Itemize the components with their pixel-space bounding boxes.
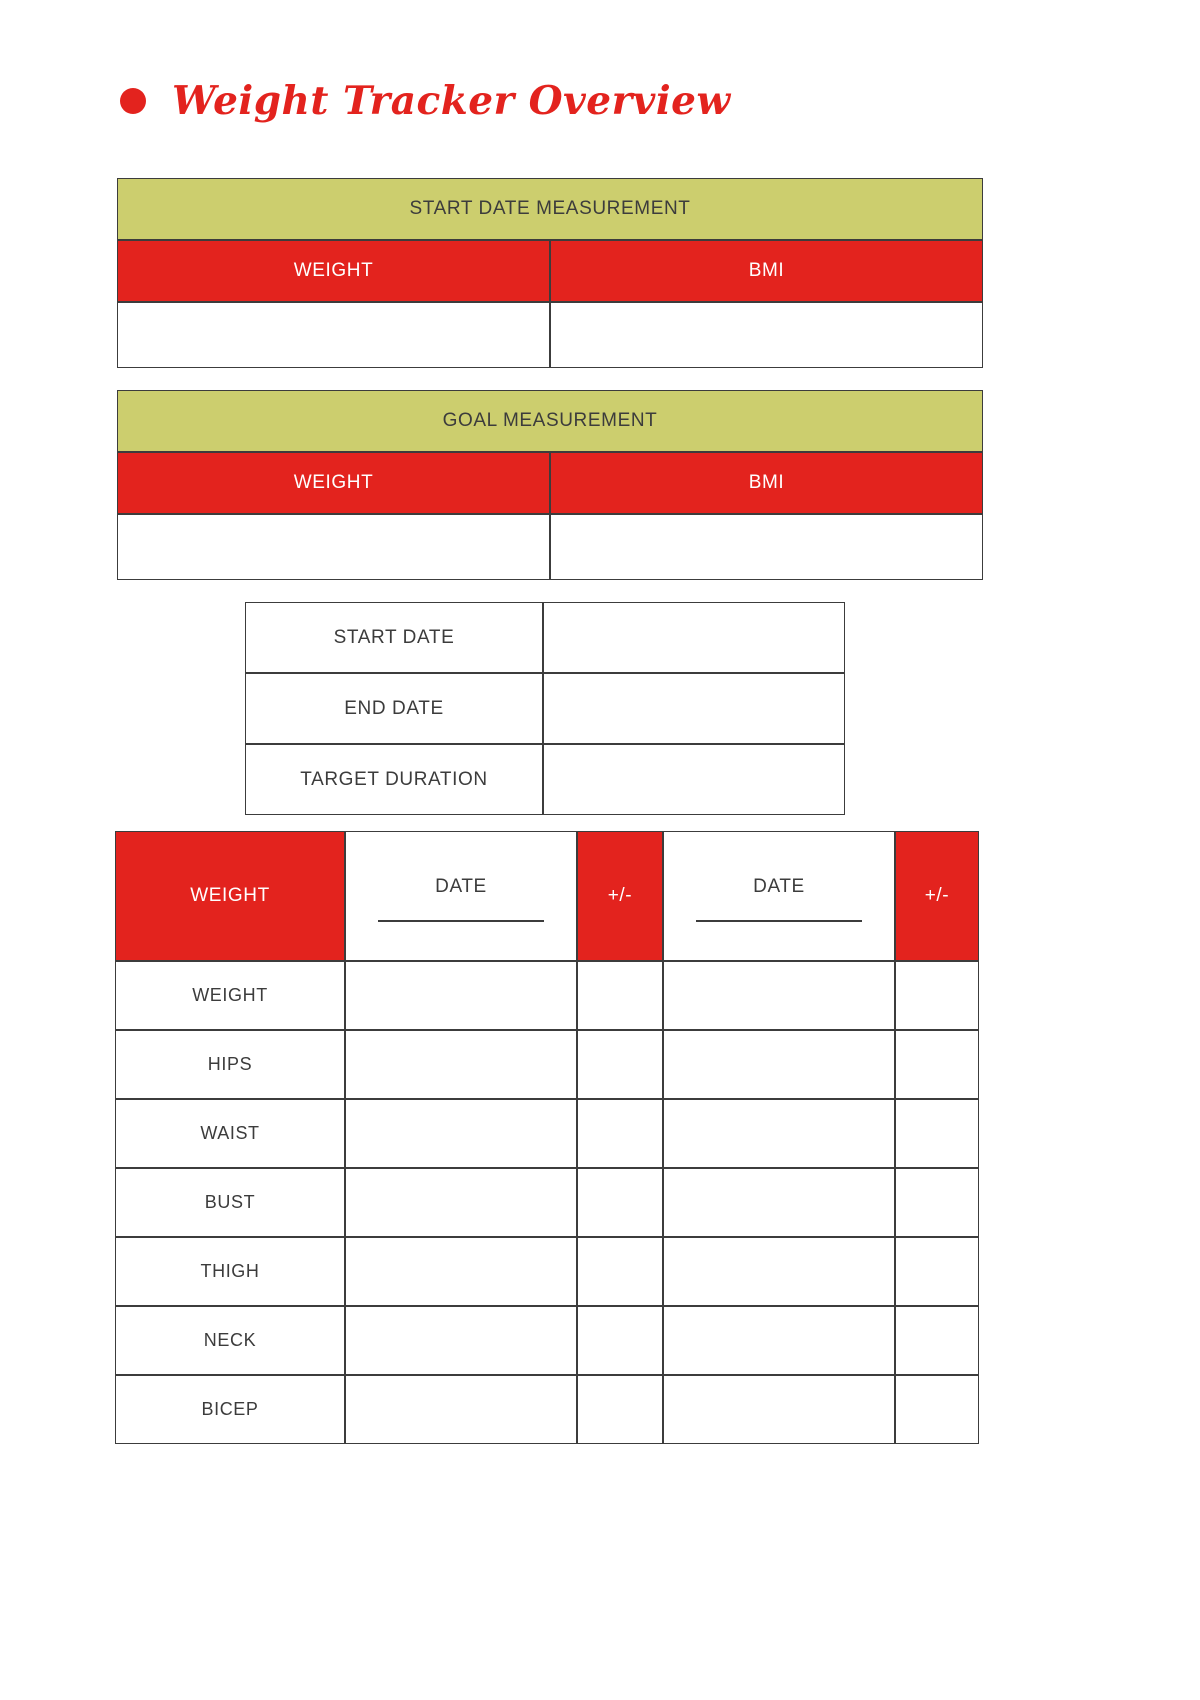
tracker-row-label: HIPS <box>115 1030 345 1099</box>
start-measurement-col-bmi: BMI <box>550 240 983 302</box>
goal-measurement-col-bmi: BMI <box>550 452 983 514</box>
tracker-cell-date1[interactable] <box>345 1375 577 1444</box>
table-row <box>245 673 845 744</box>
start-measurement-value-row <box>117 302 983 368</box>
tracker-cell-date2[interactable] <box>663 1168 895 1237</box>
start-measurement-bmi-field[interactable] <box>550 302 983 368</box>
table-row <box>115 1237 979 1306</box>
tracker-header-row <box>115 831 979 961</box>
table-row <box>115 961 979 1030</box>
target-duration-label: TARGET DURATION <box>245 744 543 815</box>
end-date-label: END DATE <box>245 673 543 744</box>
tracker-cell-delta2[interactable] <box>895 1306 979 1375</box>
page-title <box>120 78 731 124</box>
tracker-header-date-2-input-line[interactable] <box>696 920 862 922</box>
tracker-header-weight: WEIGHT <box>115 831 345 961</box>
tracker-cell-delta1[interactable] <box>577 1306 663 1375</box>
tracker-cell-date1[interactable] <box>345 1237 577 1306</box>
tracker-cell-date2[interactable] <box>663 1099 895 1168</box>
tracker-header-date-2-label: DATE <box>753 876 805 897</box>
goal-measurement-value-row <box>117 514 983 580</box>
tracker-row-label: WAIST <box>115 1099 345 1168</box>
tracker-cell-delta2[interactable] <box>895 1375 979 1444</box>
start-measurement-col-weight: WEIGHT <box>117 240 550 302</box>
tracker-header-date-1-input-line[interactable] <box>378 920 544 922</box>
tracker-header-date-1[interactable] <box>345 831 577 961</box>
tracker-cell-delta1[interactable] <box>577 1099 663 1168</box>
tracker-cell-date1[interactable] <box>345 1030 577 1099</box>
goal-measurement-bmi-field[interactable] <box>550 514 983 580</box>
start-measurement-weight-field[interactable] <box>117 302 550 368</box>
tracker-cell-delta1[interactable] <box>577 1237 663 1306</box>
tracker-cell-date2[interactable] <box>663 1237 895 1306</box>
tracker-row-label: BUST <box>115 1168 345 1237</box>
tracker-cell-delta2[interactable] <box>895 1237 979 1306</box>
tracker-cell-delta2[interactable] <box>895 1168 979 1237</box>
goal-measurement-weight-field[interactable] <box>117 514 550 580</box>
goal-measurement-table <box>117 390 983 580</box>
tracker-header-delta-1: +/- <box>577 831 663 961</box>
goal-measurement-header-row <box>117 452 983 514</box>
table-row <box>115 1030 979 1099</box>
tracker-cell-date1[interactable] <box>345 1099 577 1168</box>
tracker-cell-delta1[interactable] <box>577 961 663 1030</box>
tracker-row-label: NECK <box>115 1306 345 1375</box>
bullet-dot-icon <box>120 88 146 114</box>
start-date-field[interactable] <box>543 602 845 673</box>
start-date-measurement-table <box>117 178 983 368</box>
tracker-cell-date2[interactable] <box>663 1306 895 1375</box>
start-measurement-band: START DATE MEASUREMENT <box>117 178 983 240</box>
target-duration-field[interactable] <box>543 744 845 815</box>
table-row <box>245 602 845 673</box>
table-row <box>115 1168 979 1237</box>
tracker-cell-date2[interactable] <box>663 1030 895 1099</box>
tracker-cell-delta1[interactable] <box>577 1030 663 1099</box>
tracker-header-date-1-label: DATE <box>435 876 487 897</box>
tracker-cell-delta2[interactable] <box>895 961 979 1030</box>
tracker-cell-date2[interactable] <box>663 1375 895 1444</box>
tracker-row-label: WEIGHT <box>115 961 345 1030</box>
table-row <box>245 744 845 815</box>
tracker-row-label: BICEP <box>115 1375 345 1444</box>
table-row <box>115 1099 979 1168</box>
tracker-header-date-2[interactable] <box>663 831 895 961</box>
dates-table <box>245 602 845 815</box>
tracker-header-delta-2: +/- <box>895 831 979 961</box>
tracker-cell-delta1[interactable] <box>577 1375 663 1444</box>
tracker-cell-date2[interactable] <box>663 961 895 1030</box>
table-row <box>115 1306 979 1375</box>
start-measurement-header-row <box>117 240 983 302</box>
tracker-cell-date1[interactable] <box>345 961 577 1030</box>
tracker-row-label: THIGH <box>115 1237 345 1306</box>
start-date-label: START DATE <box>245 602 543 673</box>
tracker-cell-delta1[interactable] <box>577 1168 663 1237</box>
table-row <box>115 1375 979 1444</box>
page-title-text: Weight Tracker Overview <box>172 78 731 124</box>
goal-measurement-col-weight: WEIGHT <box>117 452 550 514</box>
tracker-cell-delta2[interactable] <box>895 1030 979 1099</box>
end-date-field[interactable] <box>543 673 845 744</box>
tracker-cell-delta2[interactable] <box>895 1099 979 1168</box>
measurements-tracker-table <box>115 831 979 1444</box>
tracker-cell-date1[interactable] <box>345 1168 577 1237</box>
goal-measurement-band: GOAL MEASUREMENT <box>117 390 983 452</box>
tracker-cell-date1[interactable] <box>345 1306 577 1375</box>
